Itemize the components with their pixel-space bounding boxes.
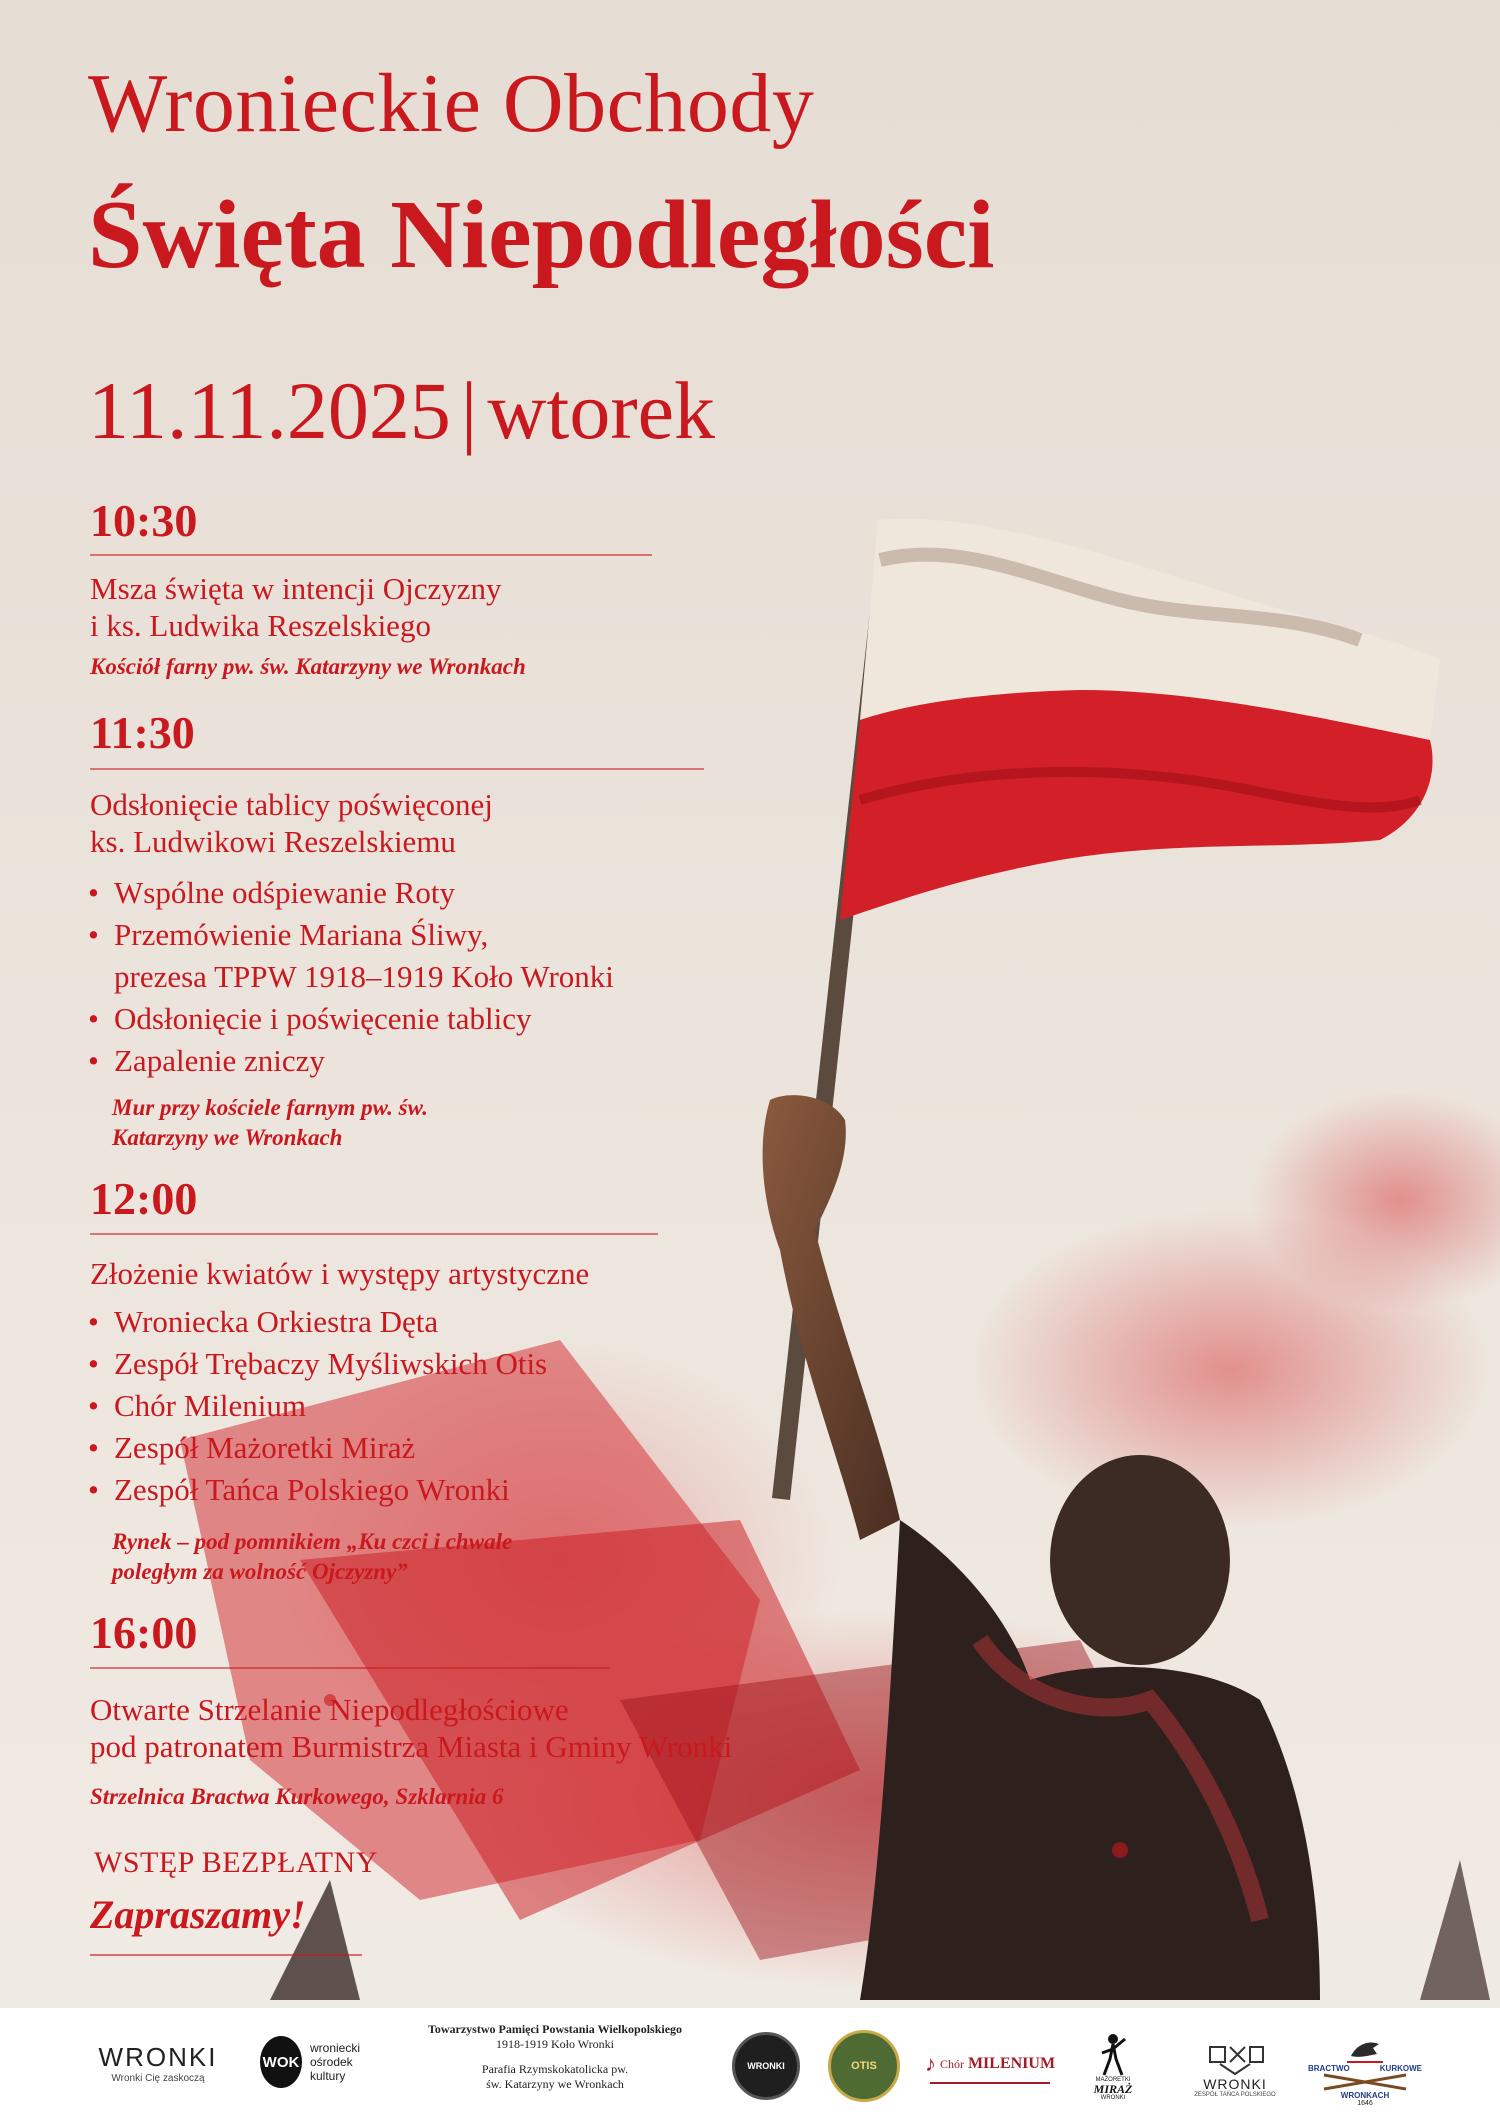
event-location-line: Mur przy kościele farnym pw. św. [112, 1095, 428, 1120]
bird-icon [1345, 2034, 1385, 2064]
otis-badge-text: OTIS [851, 2060, 877, 2072]
event-headline-line: pod patronatem Burmistrza Miasta i Gminy Wronki [90, 1729, 733, 1764]
miraz-logo [1078, 2028, 1148, 2106]
bractwo-kurkowe-logo [1300, 2022, 1430, 2118]
time-1130: 11:30 [90, 707, 195, 758]
event-headline [90, 1691, 732, 1765]
title-line-1: Wronieckie Obchody [88, 57, 815, 150]
event-location-line: Katarzyny we Wronkach [112, 1125, 343, 1150]
wok-line: wroniecki [309, 2041, 360, 2055]
majorette-icon [1098, 2033, 1128, 2077]
music-note-icon: ♪ [924, 2051, 936, 2076]
event-headline [90, 570, 501, 644]
event-headline-line: Złożenie kwiatów i występy artystyczne [90, 1256, 590, 1291]
zespol-tanca-logo [1190, 2030, 1280, 2110]
orkiestra-badge-text: WRONKI [747, 2061, 785, 2071]
divider [90, 1954, 362, 1956]
event-location [112, 1093, 428, 1153]
list-item: • Odsłonięcie i poświęcenie tablicy [86, 998, 614, 1040]
zespol-name: WRONKI [1203, 2076, 1267, 2092]
event-headline-line: Odsłonięcie tablicy poświęconej [90, 787, 493, 822]
choir-word: Chór [939, 2056, 964, 2071]
divider [90, 1667, 610, 1669]
program-list [86, 872, 614, 1082]
orkiestra-logo [732, 2032, 800, 2100]
bractwo-year: 1646 [1357, 2099, 1373, 2107]
list-item: • Przemówienie Mariana Śliwy, [86, 914, 614, 956]
divider [90, 1233, 658, 1235]
list-item: • Zespół Tańca Polskiego Wronki [86, 1469, 547, 1511]
time-1200: 12:00 [90, 1173, 198, 1224]
list-item: • Wroniecka Orkiestra Dęta [86, 1301, 547, 1343]
event-location-line: poległym za wolność Ojczyzny” [112, 1559, 408, 1584]
event-headline [90, 1255, 589, 1292]
event-headline [90, 786, 493, 860]
divider [90, 768, 704, 770]
event-location: Kościół farny pw. św. Katarzyny we Wronkach [90, 654, 526, 679]
free-entry-label: WSTĘP BEZPŁATNY [94, 1846, 378, 1879]
divider [90, 554, 652, 556]
time-1030: 10:30 [90, 495, 198, 546]
event-date: 11.11.2025 [88, 365, 451, 456]
time-1600: 16:00 [90, 1607, 198, 1658]
event-headline-line: Otwarte Strzelanie Niepodległościowe [90, 1692, 569, 1727]
miraz-name: MIRAŻ [1093, 2082, 1133, 2096]
wok-line: kultury [309, 2069, 346, 2083]
tppw-text [410, 2022, 700, 2092]
event-headline-line: Msza święta w intencji Ojczyzny [90, 571, 502, 606]
sponsor-footer [0, 2008, 1500, 2121]
choir-name: MILENIUM [967, 2055, 1056, 2072]
event-location: Strzelnica Bractwa Kurkowego, Szklarnia 6 [90, 1784, 504, 1809]
chor-milenium-logo [924, 2046, 1056, 2084]
list-item: • Zespół Trębaczy Myśliwskich Otis [86, 1343, 547, 1385]
date-line [88, 365, 716, 456]
bractwo-left: BRACTWO [1308, 2063, 1350, 2073]
event-headline-line: ks. Ludwikowi Reszelskiemu [90, 824, 456, 859]
parafia-line: Parafia Rzymskokatolicka pw. [481, 2062, 629, 2076]
date-separator: | [460, 365, 478, 456]
bractwo-right: KURKOWE [1379, 2063, 1422, 2073]
title-line-2: Święta Niepodległości [88, 181, 995, 289]
otis-logo [828, 2030, 900, 2102]
list-item-continuation [86, 956, 614, 998]
crossed-rifles-icon [1320, 2073, 1410, 2091]
zespol-sub: ZESPÓŁ TAŃCA POLSKIEGO [1194, 2092, 1276, 2098]
folk-pattern-icon [1205, 2042, 1265, 2076]
tppw-line: 1918-1919 Koło Wronki [496, 2037, 614, 2051]
event-location-line: Rynek – pod pomnikiem „Ku czci i chwale [112, 1529, 513, 1554]
wok-badge: WOK [260, 2036, 302, 2088]
event-weekday: wtorek [487, 365, 716, 456]
invite-text: Zapraszamy! [90, 1892, 306, 1937]
wok-logo [260, 2034, 360, 2090]
performers-list [86, 1301, 547, 1511]
event-location [112, 1527, 512, 1587]
list-item-continuation-text: prezesa TPPW 1918–1919 Koło Wronki [114, 959, 614, 994]
event-headline-line: i ks. Ludwika Reszelskiego [90, 608, 431, 643]
wronki-city-logo [88, 2038, 228, 2088]
list-item: • Chór Milenium [86, 1385, 547, 1427]
wronki-slogan: Wronki Cię zaskoczą [111, 2073, 205, 2084]
wok-line: ośrodek [309, 2055, 353, 2069]
list-item: • Zespół Mażoretki Miraż [86, 1427, 547, 1469]
miraz-small: MAŻORETKI [1095, 2077, 1131, 2083]
parafia-line: św. Katarzyny we Wronkach [486, 2077, 624, 2091]
bractwo-city: WRONKACH [1340, 2090, 1390, 2100]
tppw-line: Towarzystwo Pamięci Powstania Wielkopolskiego [427, 2022, 683, 2036]
miraz-sub: WRONKI [1100, 2095, 1126, 2101]
list-item: • Zapalenie zniczy [86, 1040, 614, 1082]
list-item: • Wspólne odśpiewanie Roty [86, 872, 614, 914]
wronki-logo-text: WRONKI [98, 2042, 218, 2072]
